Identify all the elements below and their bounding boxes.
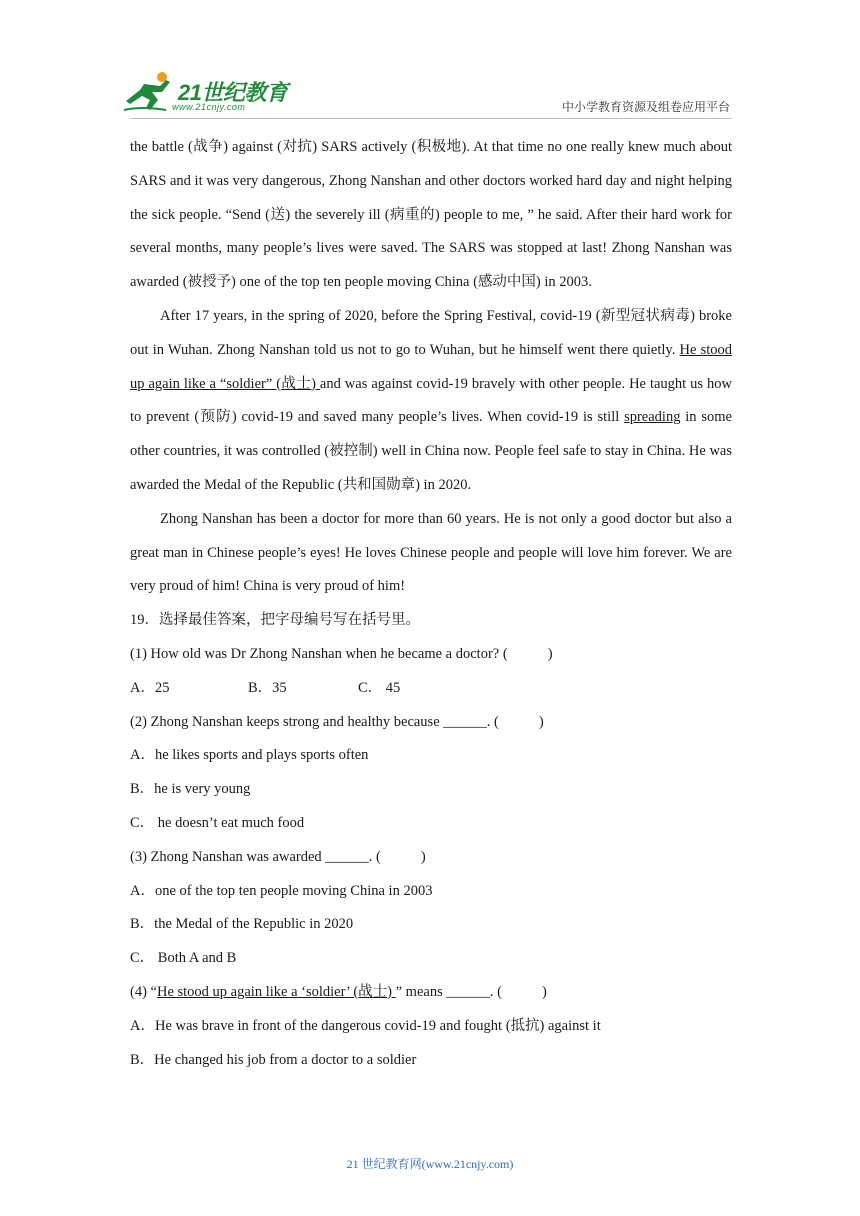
option-3b: B．the Medal of the Republic in 2020: [130, 916, 354, 933]
question-4-close: ): [541, 983, 547, 1000]
question-1-text: (1) How old was Dr Zhong Nanshan when he became a doctor? (: [130, 645, 508, 662]
option-2b: B．he is very young: [130, 781, 251, 798]
underlined-phrase-soldier: He stood up again like a “soldier” (战士): [130, 341, 732, 392]
platform-label: 中小学教育资源及组卷应用平台: [561, 100, 730, 114]
question-1-close: ): [547, 645, 553, 662]
option-1a: A．25: [130, 679, 170, 696]
logo-url: www.21cnjy.com: [172, 102, 246, 112]
question-3-text: (3) Zhong Nanshan was awarded ______. (: [130, 848, 381, 865]
question-title: 19．选择最佳答案，把字母编号写在括号里。: [130, 612, 420, 629]
question-4-text: ” means ______. (: [395, 983, 502, 1000]
question-2-text: (2) Zhong Nanshan keeps strong and healthy because ______. (: [130, 713, 499, 730]
option-4a: A．He was brave in front of the dangerous covid-19 and fought (抵抗) against it: [130, 1017, 601, 1034]
question-3-close: ): [420, 848, 426, 865]
question-4-open: (4) “: [130, 983, 157, 1000]
p2-text-a: After 17 years, in the spring of 2020, before the Spring Festival, covid-19 (新型冠状病毒) broke out in Wuhan. Zhong Nanshan told us not to go to Wuhan, but he himself went there quietly.: [130, 307, 732, 358]
passage-paragraph-1: the battle (战争) against (对抗) SARS actively (积极地). At that time no one really knew much about SARS and it was very dangerous, Zhong Nanshan and other doctors worked hard day and night helping the sick people. “Send (送) the severely ill (病重的) people to me, ” he said. After their hard work for several months, many people’s lives were saved. The SARS was stopped at last! Zhong Nanshan was awarded (被授予) one of the top ten people moving China (感动中国) in 2003.: [130, 139, 732, 291]
p2-text-b: and was against covid-19 bravely with other people. He taught us how to prevent (预防) covid-19 and saved many people’s lives. When covid-19 is still: [130, 375, 732, 426]
passage-paragraph-3: Zhong Nanshan has been a doctor for more than 60 years. He is not only a good doctor but also a great man in Chinese people’s eyes! He loves Chinese people and people will love him forever. We are very proud of him! China is very proud of him!: [130, 510, 732, 595]
question-4-underlined: He stood up again like a ‘soldier’ (战士): [156, 983, 396, 1000]
passage-paragraph-2: [130, 300, 732, 503]
option-4b: B．He changed his job from a doctor to a soldier: [130, 1051, 417, 1068]
option-3c: C． Both A and B: [130, 950, 237, 967]
document-body: [130, 131, 732, 1077]
page-footer[interactable]: 21 世纪教育网(www.21cnjy.com): [346, 1157, 514, 1171]
option-1c: C． 45: [358, 679, 401, 696]
question-3: [130, 841, 732, 875]
logo-text: 21世纪教育: [178, 80, 288, 105]
header-divider: [130, 118, 732, 119]
page-header: [0, 0, 860, 130]
question-1-options: [130, 672, 732, 706]
question-2-close: ): [538, 713, 544, 730]
p2-text-c: in some other countries, it was controlled (被控制) well in China now. People feel safe to stay in China. He was awarded the Medal of the Republic (共和国勋章) in 2020.: [130, 409, 732, 493]
question-2: [130, 706, 732, 740]
logo: [122, 70, 292, 116]
option-2c: C． he doesn’t eat much food: [130, 814, 305, 831]
underlined-word-spreading: spreading: [624, 409, 681, 426]
question-1: [130, 638, 732, 672]
option-3a: A．one of the top ten people moving China in 2003: [130, 882, 433, 899]
option-2a: A．he likes sports and plays sports often: [130, 747, 369, 764]
option-1b: B．35: [248, 679, 287, 696]
question-4: [130, 976, 732, 1010]
